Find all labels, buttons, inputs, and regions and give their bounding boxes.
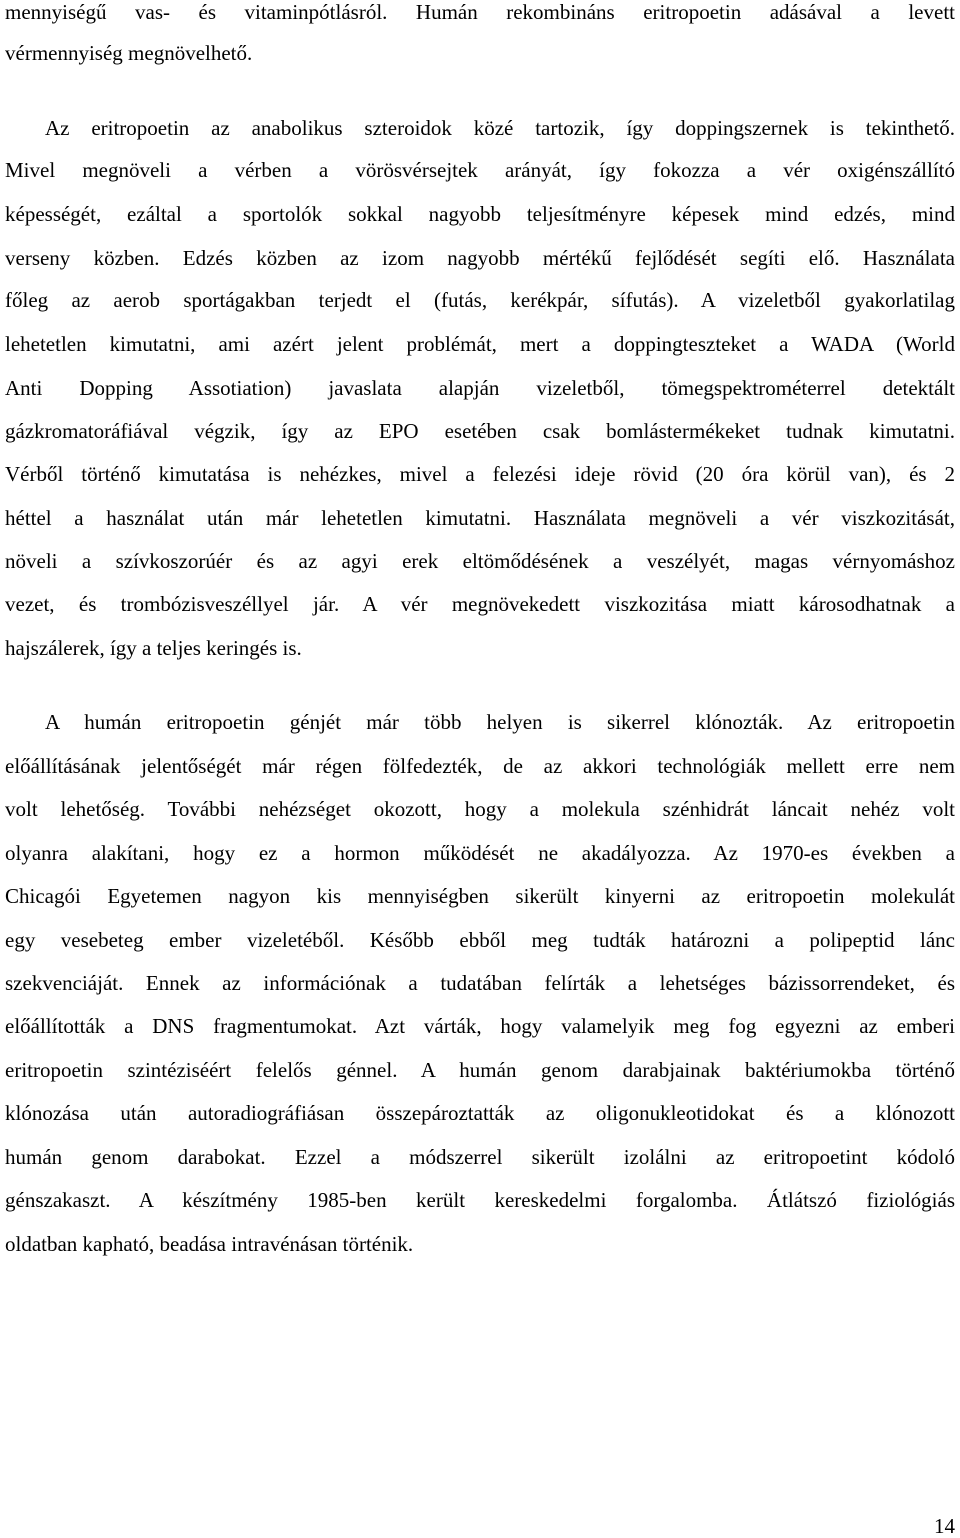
text-line: előállításának jelentőségét már régen fölfedezték, de az akkori technológiák mellett erre nem bbox=[5, 754, 955, 778]
text-line: egy vesebeteg ember vizeletéből. Később ebből meg tudták határozni a polipeptid lánc bbox=[5, 928, 955, 952]
text-line: Vérből történő kimutatása is nehézkes, mivel a felezési ideje rövid (20 óra körül van), és 2 bbox=[5, 462, 955, 486]
text-line: klónozása után autoradiográfiásan összepároztatták az oligonukleotidokat és a klónozott bbox=[5, 1101, 955, 1125]
text-line: Anti Dopping Assotiation) javaslata alapján vizeletből, tömegspektrométerrel detektált bbox=[5, 376, 955, 400]
text-line: szekvenciáját. Ennek az információnak a tudatában felírták a lehetséges bázissorrendeket, és bbox=[5, 971, 955, 995]
text-line: verseny közben. Edzés közben az izom nagyobb mértékű fejlődését segíti elő. Használata bbox=[5, 246, 955, 270]
text-line: vezet, és trombózisveszéllyel jár. A vér megnövekedett viszkozitása miatt károsodhatnak a bbox=[5, 592, 955, 616]
text-line: lehetetlen kimutatni, ami azért jelent problémát, mert a doppingteszteket a WADA (World bbox=[5, 332, 955, 356]
page-number: 14 bbox=[934, 1514, 955, 1538]
text-line: mennyiségű vas- és vitaminpótlásról. Humán rekombináns eritropoetin adásával a levett bbox=[5, 0, 955, 24]
text-line: olyanra alakítani, hogy ez a hormon működését ne akadályozza. Az 1970-es években a bbox=[5, 841, 955, 865]
text-line: volt lehetőség. További nehézséget okozott, hogy a molekula szénhidrát láncait nehéz volt bbox=[5, 797, 955, 821]
text-line: hajszálerek, így a teljes keringés is. bbox=[5, 636, 302, 660]
text-line: gázkromatoráfiával végzik, így az EPO esetében csak bomlástermékeket tudnak kimutatni. bbox=[5, 419, 955, 443]
text-line: héttel a használat után már lehetetlen kimutatni. Használata megnöveli a vér viszkozitását, bbox=[5, 506, 955, 530]
text-line: főleg az aerob sportágakban terjedt el (futás, kerékpár, sífutás). A vizeletből gyakorlatilag bbox=[5, 288, 955, 312]
text-line: génszakaszt. A készítmény 1985-ben került kereskedelmi forgalomba. Átlátszó fiziológiás bbox=[5, 1188, 955, 1212]
text-line: képességét, ezáltal a sportolók sokkal nagyobb teljesítményre képesek mind edzés, mind bbox=[5, 202, 955, 226]
paragraph-first-line: A humán eritropoetin génjét már több helyen is sikerrel klónozták. Az eritropoetin bbox=[45, 710, 955, 734]
text-line: Chicagói Egyetemen nagyon kis mennyiségben sikerült kinyerni az eritropoetin molekulát bbox=[5, 884, 955, 908]
text-line: Mivel megnöveli a vérben a vörösvérsejtek arányát, így fokozza a vér oxigénszállító bbox=[5, 158, 955, 182]
text-line: humán genom darabokat. Ezzel a módszerrel sikerült izolálni az eritropoetint kódoló bbox=[5, 1145, 955, 1169]
text-line: eritropoetin szintéziséért felelős génnel. A humán genom darabjainak baktériumokba történő bbox=[5, 1058, 955, 1082]
text-line: oldatban kapható, beadása intravénásan történik. bbox=[5, 1232, 414, 1256]
text-line: vérmennyiség megnövelhető. bbox=[5, 41, 253, 65]
paragraph-first-line: Az eritropoetin az anabolikus szteroidok közé tartozik, így doppingszernek is tekinthető. bbox=[45, 116, 955, 140]
text-line: növeli a szívkoszorúér és az agyi erek eltömődésének a veszélyét, magas vérnyomáshoz bbox=[5, 549, 955, 573]
text-line: előállították a DNS fragmentumokat. Azt várták, hogy valamelyik meg fog egyezni az emberi bbox=[5, 1014, 955, 1038]
